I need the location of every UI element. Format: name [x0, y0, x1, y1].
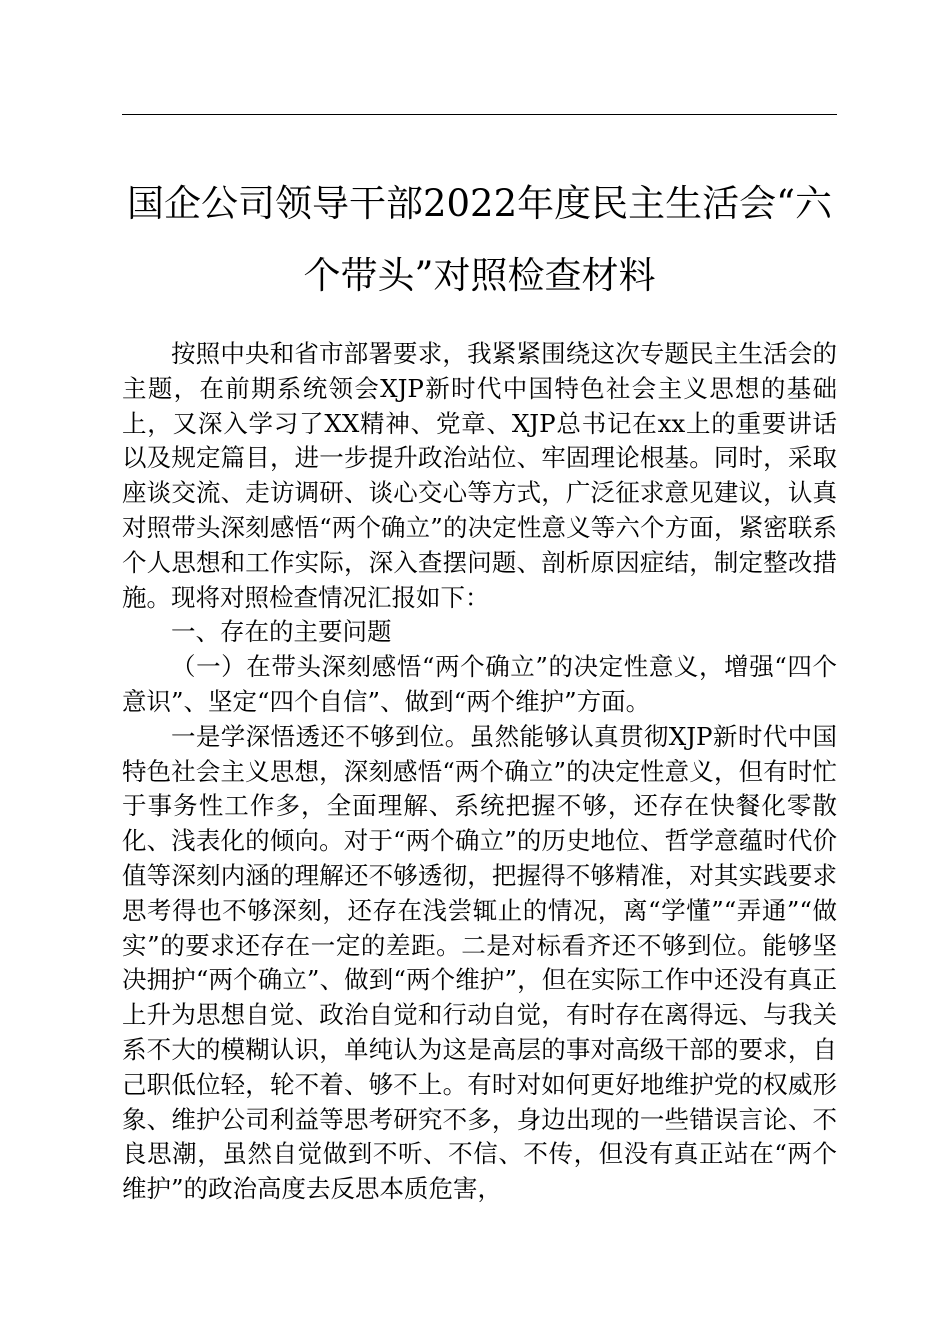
intro-paragraph: 按照中央和省市部署要求，我紧紧围绕这次专题民主生活会的主题，在前期系统领会XJP新时代中国特色社会主义思想的基础上，又深入学习了XX精神、党章、XJP总书记在xx上的重要讲话以及规定篇目，进一步提升政治站位、牢固理论根基。同时，采取座谈交流、走访调研、谈心交心等方式，广泛征求意见建议，认真对照带头深刻感悟“两个确立”的决定性意义等六个方面，紧密联系个人思想和工作实际，深入查摆问题、剖析原因症结，制定整改措施。现将对照检查情况汇报如下： — [122, 339, 837, 612]
body-paragraph: 一是学深悟透还不够到位。虽然能够认真贯彻XJP新时代中国特色社会主义思想，深刻感悟“两个确立”的决定性意义，但有时忙于事务性工作多，全面理解、系统把握不够，还存在快餐化零散化、浅表化的倾向。对于“两个确立”的历史地位、哲学意蕴时代价值等深刻内涵的理解还不够透彻，把握得不够精准，对其实践要求思考得也不够深刻，还存在浅尝辄止的情况，离“学懂”“弄通”“做实”的要求还存在一定的差距。二是对标看齐还不够到位。能够坚决拥护“两个确立”、做到“两个维护”，但在实际工作中还没有真正上升为思想自觉、政治自觉和行动自觉，有时存在离得远、与我关系不大的模糊认识，单纯认为这是高层的事对高级干部的要求，自己职低位轻，轮不着、够不上。有时对如何更好地维护党的权威形象、维护公司利益等思考研究不多，身边出现的一些错误言论、不良思潮，虽然自觉做到不听、不信、不传，但没有真正站在“两个维护”的政治高度去反思本质危害， — [122, 721, 837, 1204]
document-title: 国企公司领导干部2022年度民主生活会“六个带头”对照检查材料 — [126, 182, 833, 297]
header-rule — [122, 114, 837, 115]
document-body — [122, 337, 837, 1207]
section-heading: 一、存在的主要问题 — [171, 617, 392, 647]
subsection-heading: （一）在带头深刻感悟“两个确立”的决定性意义，增强“四个意识”、坚定“四个自信”、做到“两个维护”方面。 — [122, 652, 837, 716]
